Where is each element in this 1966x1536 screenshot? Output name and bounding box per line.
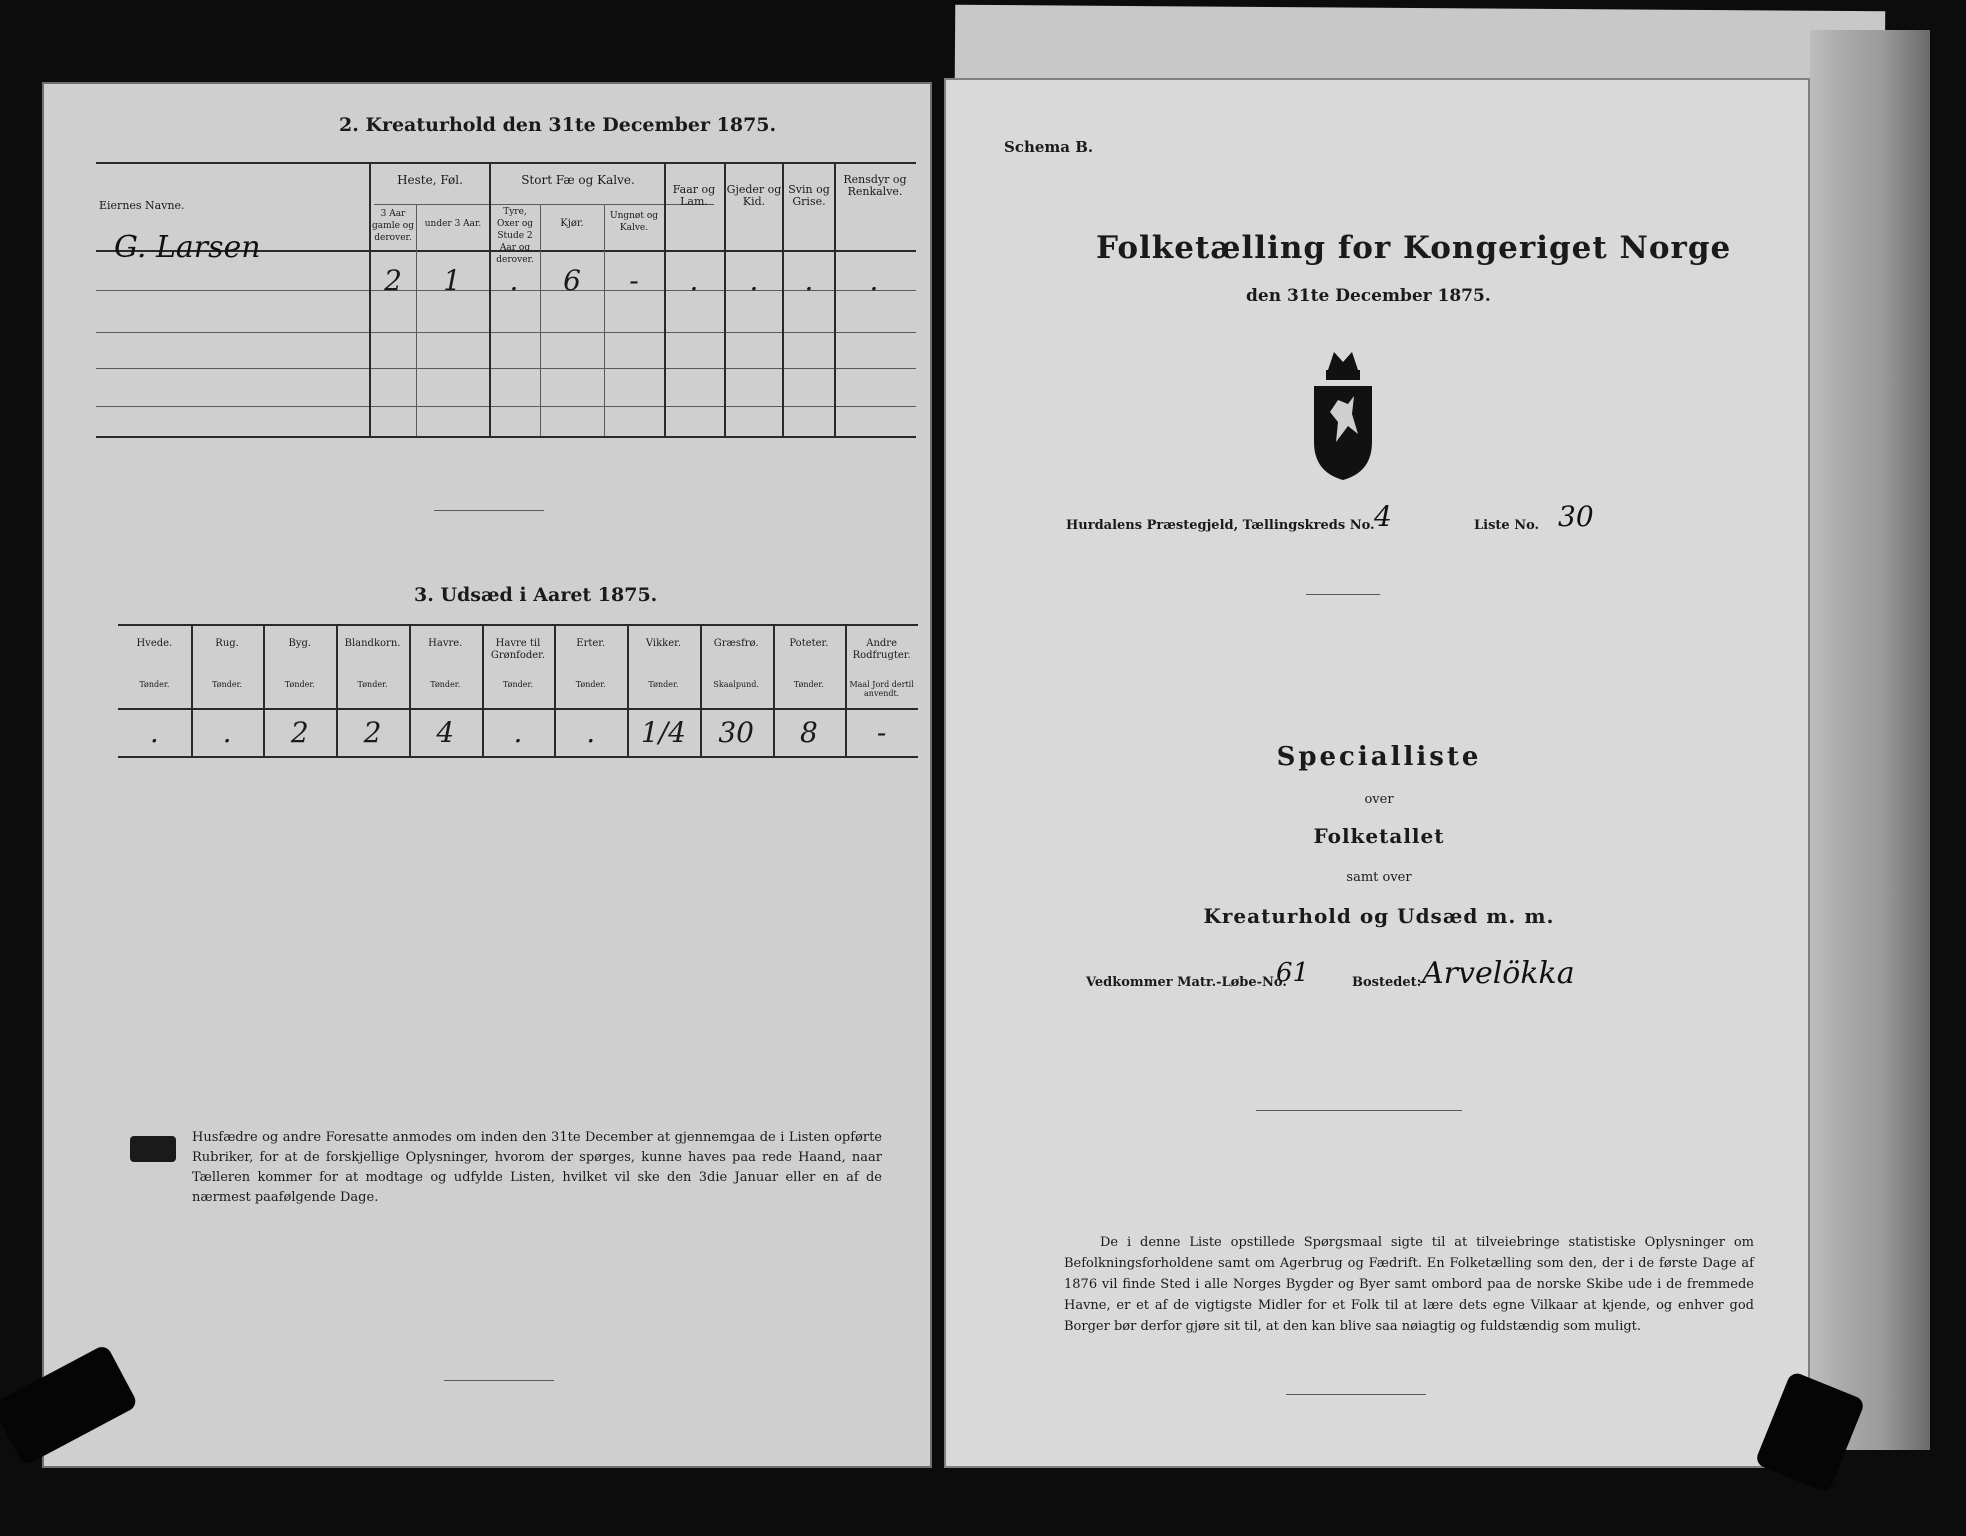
udsaed-col-unit: Tønder.	[357, 680, 388, 689]
col-heste-under3: under 3 Aar.	[424, 219, 482, 229]
pointing-hand-icon	[130, 1136, 176, 1162]
table2-bottom-line	[96, 436, 916, 438]
group-heste: Heste, Føl.	[397, 173, 463, 187]
col-gjeder: Gjeder og Kid.	[726, 183, 782, 208]
udsaed-col-unit: Tønder.	[284, 680, 315, 689]
left-page	[42, 82, 932, 1468]
udsaed-col-header: Havre.	[428, 638, 463, 649]
section2-title: 2. Kreaturhold den 31te December 1875.	[339, 114, 777, 136]
udsaed-value: .	[586, 716, 596, 749]
udsaed-value: 2	[290, 716, 309, 749]
parish-label: Hurdalens Præstegjeld, Tællingskreds No.	[1066, 518, 1375, 533]
col-tyre: Tyre, Oxer og Stude 2 Aar og derover.	[496, 207, 534, 265]
census-title: Folketælling for Kongeriget Norge	[1096, 230, 1732, 266]
udsaed-value: 30	[718, 716, 754, 749]
table2-row-line	[96, 368, 916, 369]
kjor-value: 6	[563, 264, 581, 297]
udsaed-col-header: Blandkorn.	[344, 638, 401, 649]
udsaed-col-unit: Tønder.	[212, 680, 243, 689]
rensdyr-value: .	[869, 264, 879, 297]
tyre-value: .	[509, 264, 519, 297]
udsaed-value: 2	[363, 716, 382, 749]
matr-label: Vedkommer Matr.-Løbe-No.	[1086, 975, 1287, 990]
col-svin: Svin og Grise.	[788, 183, 830, 208]
table2-row-line	[96, 406, 916, 407]
udsaed-col-header: Havre til Grønfoder.	[490, 638, 546, 661]
table2-col-line	[369, 162, 371, 436]
table2-col-line	[489, 162, 491, 436]
table2-row-line	[96, 332, 916, 333]
divider-3	[1306, 594, 1380, 595]
section3-title: 3. Udsæd i Aaret 1875.	[414, 584, 658, 606]
udsaed-col-unit: Tønder.	[139, 680, 170, 689]
table3-bottom-line	[118, 756, 918, 758]
matr-number: 61	[1276, 958, 1310, 988]
census-explanation: De i denne Liste opstillede Spørgsmaal sigte til at tilveiebringe statistiske Oplysninger om Befolkningsforholdene samt om Agerbrug og Fædrift. En Folketælling som den, der i de første Dage af 1876 vil finde Sted i alle Norges Bygder og Byer samt ombord paa de norske Skibe ude i de fremmede Havne, er et af de vigtigste Midler for et Folk til at lære dets egne Vilkaar at kjende, og enhver god Borger bør derfor gjøre sit til, at den kan blive saa nøiagtig og fuldstændig som muligt.	[1064, 1235, 1754, 1334]
col-rensdyr: Rensdyr og Renkalve.	[843, 173, 907, 198]
table3-top-line	[118, 624, 918, 626]
ungnot-value: -	[629, 264, 639, 297]
udsaed-col-unit: Tønder.	[793, 680, 824, 689]
owner-name: G. Larsen	[114, 230, 261, 265]
divider-4	[1256, 1110, 1462, 1111]
parish-number: 4	[1374, 500, 1392, 533]
udsaed-col-header: Andre Rodfrugter.	[852, 638, 911, 661]
coat-of-arms-icon	[1308, 342, 1378, 482]
heste-3aar-value: 2	[384, 264, 402, 297]
udsaed-col-header: Erter.	[576, 638, 606, 649]
heste-under3-value: 1	[443, 264, 461, 297]
bosted-value: Arvelökka	[1422, 956, 1575, 991]
gjeder-value: .	[749, 264, 759, 297]
col-ungnot: Ungnøt og Kalve.	[609, 211, 658, 233]
table2-col-line	[540, 204, 541, 436]
owner-col-header: Eiernes Navne.	[99, 199, 185, 212]
census-date: den 31te December 1875.	[1246, 286, 1491, 306]
udsaed-value: -	[876, 716, 887, 749]
udsaed-col-header: Byg.	[288, 638, 312, 649]
udsaed-value: 4	[436, 716, 455, 749]
faar-value: .	[689, 264, 699, 297]
svin-value: .	[804, 264, 814, 297]
col-heste-3aar: 3 Aar gamle og derover.	[372, 209, 414, 243]
divider-2	[444, 1380, 554, 1381]
udsaed-value: .	[149, 716, 159, 749]
divider-1	[434, 510, 544, 511]
householder-note: Husfædre og andre Foresatte anmodes om inden den 31te December at gjennemgaa de i Listen opførte Rubriker, for at de forskjellige Oplysninger, hvorom der spørges, kunne haves paa rede Haand, naar Tælleren kommer for at modtage og udfylde Listen, hvilket vil ske den 3die Januar eller en af de nærmest paafølgende Dage.	[192, 1130, 882, 1205]
page-edges	[1810, 30, 1930, 1450]
folketallet-heading: Folketallet	[1313, 824, 1445, 848]
group-stort-fae: Stort Fæ og Kalve.	[521, 173, 635, 187]
udsaed-col-unit: Maal Jord dertil anvendt.	[849, 680, 914, 698]
schema-label: Schema B.	[1004, 138, 1094, 156]
table2-col-line	[834, 162, 836, 436]
liste-number: 30	[1558, 500, 1594, 533]
udsaed-col-unit: Skaalpund.	[713, 680, 759, 689]
specialliste-heading: Specialliste	[1276, 742, 1482, 772]
udsaed-col-header: Græsfrø.	[713, 638, 759, 649]
udsaed-value: .	[513, 716, 523, 749]
udsaed-value: .	[222, 716, 232, 749]
kreaturhold-heading: Kreaturhold og Udsæd m. m.	[1203, 904, 1555, 928]
divider-5	[1286, 1394, 1426, 1395]
udsaed-col-header: Vikker.	[645, 638, 682, 649]
table3-header-bottom	[118, 708, 918, 710]
right-page	[944, 78, 1810, 1468]
udsaed-col-header: Poteter.	[789, 638, 829, 649]
over-text: over	[1364, 792, 1394, 807]
back-sheet	[955, 5, 1885, 85]
table2-subheader-line	[374, 204, 714, 205]
table2-col-line	[604, 204, 605, 436]
samt-over-text: samt over	[1346, 870, 1412, 885]
bosted-label: Bostedet:	[1352, 975, 1422, 990]
table2-col-line	[416, 204, 417, 436]
udsaed-value: 1/4	[640, 716, 686, 749]
udsaed-col-header: Hvede.	[136, 638, 173, 649]
col-faar: Faar og Lam.	[672, 183, 716, 208]
udsaed-col-unit: Tønder.	[648, 680, 679, 689]
udsaed-col-unit: Tønder.	[575, 680, 606, 689]
liste-label: Liste No.	[1474, 518, 1540, 533]
udsaed-col-unit: Tønder.	[430, 680, 461, 689]
udsaed-col-unit: Tønder.	[502, 680, 533, 689]
col-kjor: Kjør.	[560, 218, 584, 229]
table2-top-line	[96, 162, 916, 164]
udsaed-value: 8	[799, 716, 818, 749]
udsaed-col-header: Rug.	[215, 638, 239, 649]
